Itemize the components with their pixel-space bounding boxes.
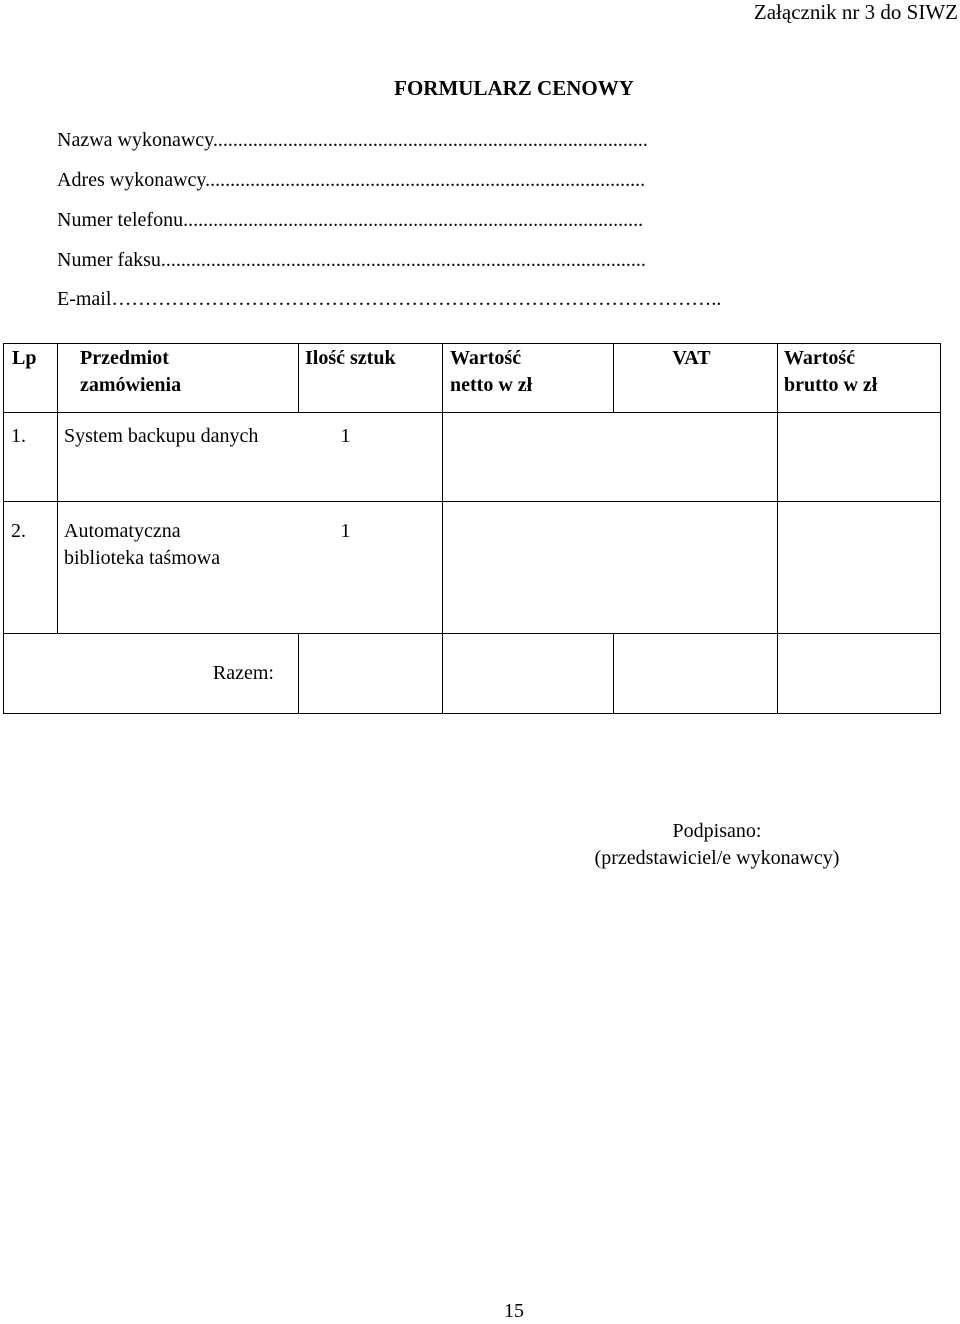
total-net-value [443,634,614,714]
signature-label: Podpisano: [672,820,762,842]
row-item-line1: Automatyczna [64,520,181,542]
header-gross-line2: brutto w zł [784,374,878,396]
total-vat [614,634,778,714]
table-header-row [4,344,941,413]
form-title: FORMULARZ CENOWY [394,76,634,100]
header-vat: VAT [614,344,778,413]
row-lp: 1. [4,413,58,502]
header-gross-line1: Wartość [784,347,856,369]
header-qty: Ilość sztuk [299,344,443,413]
contractor-address-field: Adres wykonawcy........................................................................................ [57,169,646,191]
row-item [58,413,299,502]
table-row [4,502,941,634]
header-net [443,344,614,413]
row-vat [614,502,778,634]
row-net-value [443,502,614,634]
header-item-line2: zamówienia [80,374,182,396]
fax-number-field: Numer faksu................................................................................................. [57,249,646,271]
signature-representative: (przedstawiciel/e wykonawcy) [594,847,840,869]
header-item-line1: Przedmiot [80,347,169,369]
price-table [3,343,941,714]
contractor-name-field: Nazwa wykonawcy....................................................................................... [57,129,648,151]
total-gross-value [778,634,941,714]
total-qty [299,634,443,714]
row-vat [614,413,778,502]
page-number: 15 [504,1300,524,1322]
row-lp: 2. [4,502,58,634]
total-label: Razem: [4,634,299,714]
row-qty: 1 [299,502,443,634]
email-field: E-mail……………………………………………………………………………….. [57,288,722,310]
row-qty: 1 [299,413,443,502]
header-lp: Lp [4,344,58,413]
header-net-line2: netto w zł [450,374,533,396]
header-gross [778,344,941,413]
attachment-label: Załącznik nr 3 do SIWZ [753,0,958,24]
header-item [58,344,299,413]
table-total-row [4,634,941,714]
phone-number-field: Numer telefonu............................................................................................ [57,209,644,231]
row-item [58,502,299,634]
row-item-line2: biblioteka taśmowa [64,547,221,569]
header-net-line1: Wartość [450,347,522,369]
table-row [4,413,941,502]
row-net-value [443,413,614,502]
row-item-line1: System backupu danych [64,425,259,447]
row-gross-value [778,502,941,634]
row-gross-value [778,413,941,502]
